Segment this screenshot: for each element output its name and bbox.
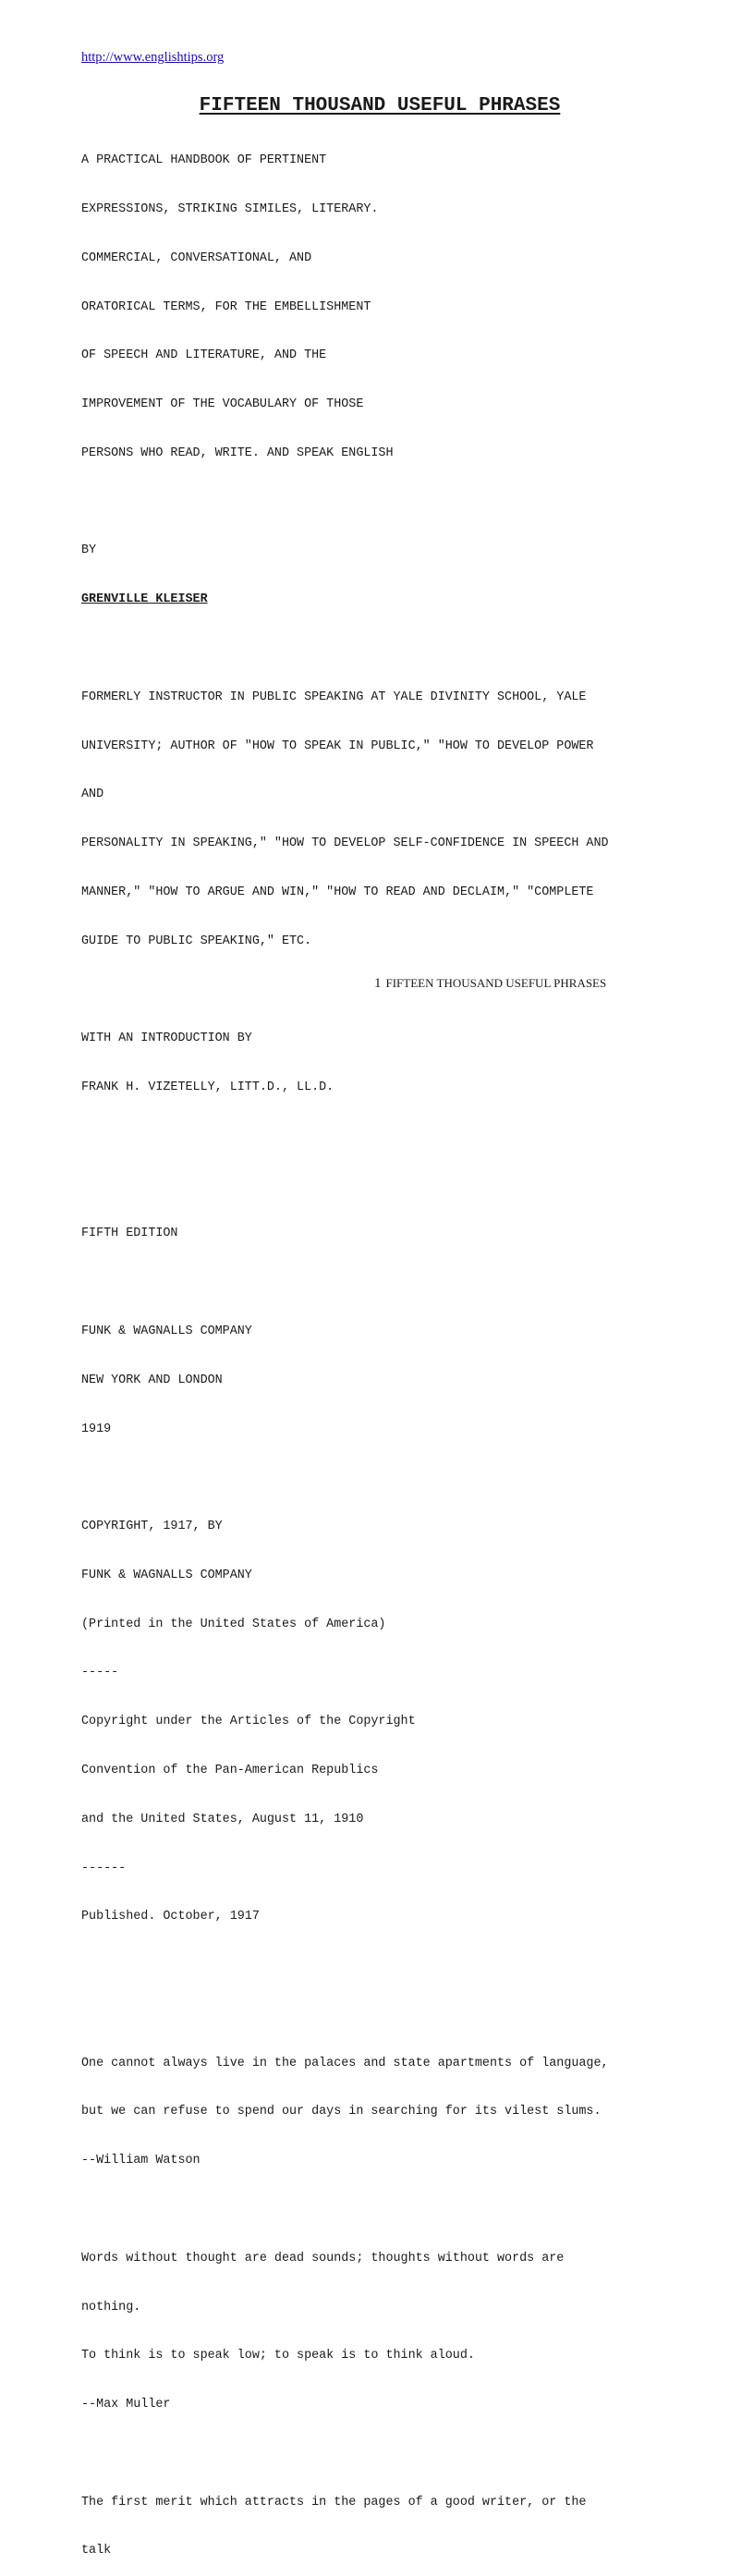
quote-line: Words without thought are dead sounds; thoughts without words are	[81, 2251, 565, 2265]
publisher-line: NEW YORK AND LONDON	[81, 1373, 223, 1387]
introduction-line: WITH AN INTRODUCTION BY	[81, 1032, 252, 1046]
author-bio-line: UNIVERSITY; AUTHOR OF "HOW TO SPEAK IN PUBLIC," "HOW TO DEVELOP POWER	[81, 739, 594, 753]
copyright-line: -----	[81, 1666, 119, 1680]
blank-line	[81, 1178, 691, 1194]
author-bio-line: GUIDE TO PUBLIC SPEAKING," ETC.	[81, 934, 312, 948]
copyright-line: Convention of the Pan-American Republics	[81, 1763, 379, 1777]
book-title: FIFTEEN THOUSAND USEFUL PHRASES	[199, 95, 561, 116]
publisher-line: FUNK & WAGNALLS COMPANY	[81, 1324, 252, 1338]
quote-line: talk	[81, 2544, 112, 2558]
blank-line	[81, 1470, 691, 1486]
blank-line	[81, 1275, 691, 1291]
quote-line: nothing.	[81, 2300, 141, 2314]
blank-line	[81, 1958, 691, 1974]
publisher-line: 1919	[81, 1422, 112, 1436]
copyright-line: FUNK & WAGNALLS COMPANY	[81, 1568, 252, 1582]
quote-attribution: --William Watson	[81, 2154, 201, 2168]
blank-line	[81, 1129, 691, 1145]
quote-attribution: --Max Muller	[81, 2398, 171, 2412]
document-body	[81, 120, 691, 2576]
blank-line	[81, 2446, 691, 2462]
by-label: BY	[81, 543, 97, 558]
author-bio-line: AND	[81, 787, 104, 802]
edition-label: FIFTH EDITION	[81, 1227, 178, 1241]
blank-line	[81, 494, 691, 511]
introduction-line: FRANK H. VIZETELLY, LITT.D., LL.D.	[81, 1080, 334, 1095]
blank-line	[81, 2202, 691, 2218]
author-bio-line: PERSONALITY IN SPEAKING," "HOW TO DEVELOP SELF-CONFIDENCE IN SPEECH AND	[81, 836, 609, 851]
author-bio-line: MANNER," "HOW TO ARGUE AND WIN," "HOW TO READ AND DECLAIM," "COMPLETE	[81, 885, 594, 899]
copyright-line: Copyright under the Articles of the Copyright	[81, 1715, 416, 1729]
subtitle-line: COMMERCIAL, CONVERSATIONAL, AND	[81, 250, 312, 265]
copyright-line: Published. October, 1917	[81, 1910, 260, 1924]
running-title: FIFTEEN THOUSAND USEFUL PHRASES	[385, 976, 607, 990]
quote-line: but we can refuse to spend our days in searching for its vilest slums.	[81, 2105, 602, 2119]
blank-line	[81, 641, 691, 657]
copyright-line: COPYRIGHT, 1917, BY	[81, 1520, 223, 1534]
subtitle-line: EXPRESSIONS, STRIKING SIMILES, LITERARY.	[81, 201, 379, 216]
subtitle-line: A PRACTICAL HANDBOOK OF PERTINENT	[81, 153, 327, 168]
author-name: GRENVILLE KLEISER	[81, 592, 208, 607]
subtitle-line: ORATORICAL TERMS, FOR THE EMBELLISHMENT	[81, 299, 371, 314]
blank-line	[81, 2007, 691, 2023]
page-footer	[374, 975, 606, 992]
source-link[interactable]: http://www.englishtips.org	[81, 50, 225, 65]
author-bio-line: FORMERLY INSTRUCTOR IN PUBLIC SPEAKING AT YALE DIVINITY SCHOOL, YALE	[81, 690, 587, 704]
page-number: 1	[374, 976, 382, 991]
quote-line: The first merit which attracts in the pages of a good writer, or the	[81, 2495, 587, 2509]
quote-line: One cannot always live in the palaces and state apartments of language,	[81, 2056, 609, 2070]
copyright-line: (Printed in the United States of America)	[81, 1617, 386, 1631]
subtitle-line: OF SPEECH AND LITERATURE, AND THE	[81, 348, 327, 363]
copyright-line: and the United States, August 11, 1910	[81, 1812, 364, 1826]
quote-line: To think is to speak low; to speak is to think aloud.	[81, 2349, 475, 2363]
copyright-line: ------	[81, 1861, 127, 1875]
subtitle-line: PERSONS WHO READ, WRITE. AND SPEAK ENGLISH	[81, 446, 394, 460]
subtitle-line: IMPROVEMENT OF THE VOCABULARY OF THOSE	[81, 397, 364, 412]
